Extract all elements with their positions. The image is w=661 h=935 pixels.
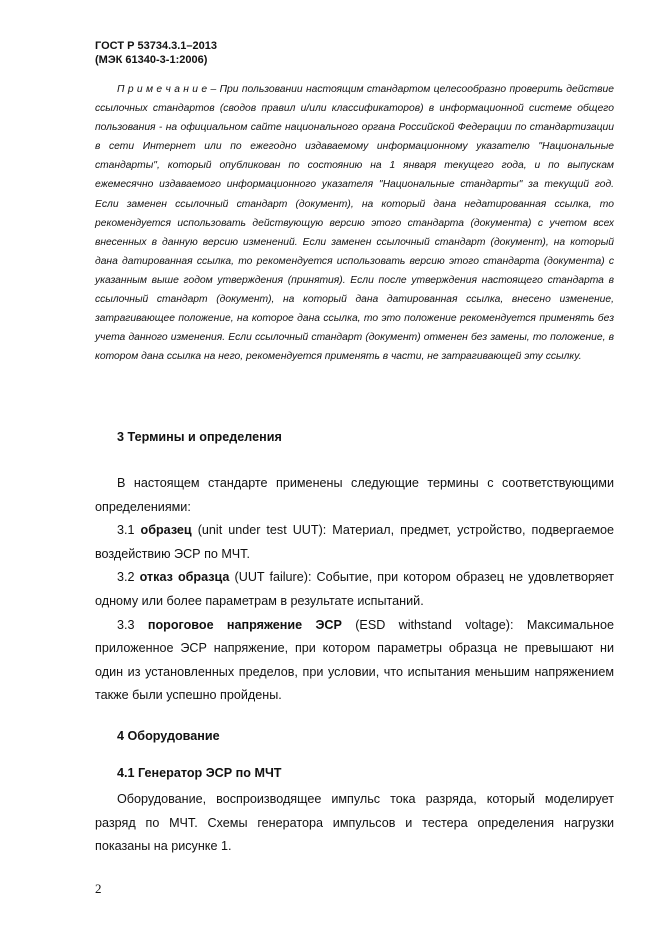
section-3-intro: В настоящем стандарте применены следующие термины с соответствующими определениями: xyxy=(95,476,614,514)
term-name: образец xyxy=(140,523,192,538)
term-number: 3.3 xyxy=(117,617,148,632)
section-4-1-body xyxy=(95,788,614,859)
note-paragraph xyxy=(95,80,614,366)
term-definition: (UUT failure): Событие, при котором образец не удовлетворяет одному или более параметрам в результате испытаний. xyxy=(95,570,614,608)
section-4-1-heading: 4.1 Генератор ЭСР по МЧТ xyxy=(117,766,282,780)
term-3-2 xyxy=(95,566,614,613)
term-number: 3.2 xyxy=(117,570,140,585)
term-number: 3.1 xyxy=(117,523,141,538)
page-number: 2 xyxy=(95,881,102,896)
term-definition: (unit under test UUT): Материал, предмет, устройство, подвергаемое воздействию ЭСР по МЧТ. xyxy=(95,523,614,561)
term-name: отказ образца xyxy=(139,570,230,585)
section-3-body xyxy=(95,472,614,708)
note-label: П р и м е ч а н и е xyxy=(117,84,208,95)
section-4-1-text: Оборудование, воспроизводящее импульс тока разряда, который моделирует разряд по МЧТ. Схемы генератора импульсов и тестера определения нагрузки показаны на рисунке 1. xyxy=(95,792,614,854)
note-text: – При пользовании настоящим стандартом целесообразно проверить действие ссылочных стандартов (сводов правил и/или классификаторов) в информационной системе общего пользования - на официальном сайте национального органа Российской Федерации по стандартизации в сети Интернет или по ежегодно издаваемому информационному указателю "Национальные стандарты", который опубликован по состоянию на 1 января текущего года, и по выпускам ежемесячно издаваемого информационного указателя "Национальные стандарты" за текущий год. Если заменен ссылочный стандарт (документ), на который дана недатированная ссылка, то рекомендуется использовать действующую версию этого стандарта (документа) с учетом всех внесенных в данную версию изменений. Если заменен ссылочный стандарт (документ), на который дана датированная ссылка, то рекомендуется использовать версию этого стандарта (документа) с указанным выше годом утверждения (принятия). Если после утверждения настоящего стандарта в ссылочный стандарт (документ), на который дана датированная ссылка, внесено изменение, затрагивающее положение, на которое дана ссылка, то это положение рекомендуется применять без учета данного изменения. Если ссылочный стандарт (документ) отменен без замены, то положение, в котором дана ссылка на него, рекомендуется применять в части, не затрагивающей эту ссылку. xyxy=(95,84,615,363)
term-3-1 xyxy=(95,519,614,566)
term-definition: (ESD withstand voltage): Максимальное приложенное ЭСР напряжение, при котором параметры образца не превышают ни один из установленных пределов, при условии, что испытания меньшим напряжением также были успешно пройдены. xyxy=(95,617,614,703)
term-name: пороговое напряжение ЭСР xyxy=(147,617,342,632)
standard-iec-reference: (МЭК 61340-3-1:2006) xyxy=(95,54,208,66)
standard-code: ГОСТ Р 53734.3.1–2013 xyxy=(95,40,218,52)
term-3-3 xyxy=(95,614,614,708)
section-3-heading: 3 Термины и определения xyxy=(117,430,282,444)
section-4-heading: 4 Оборудование xyxy=(117,729,220,743)
